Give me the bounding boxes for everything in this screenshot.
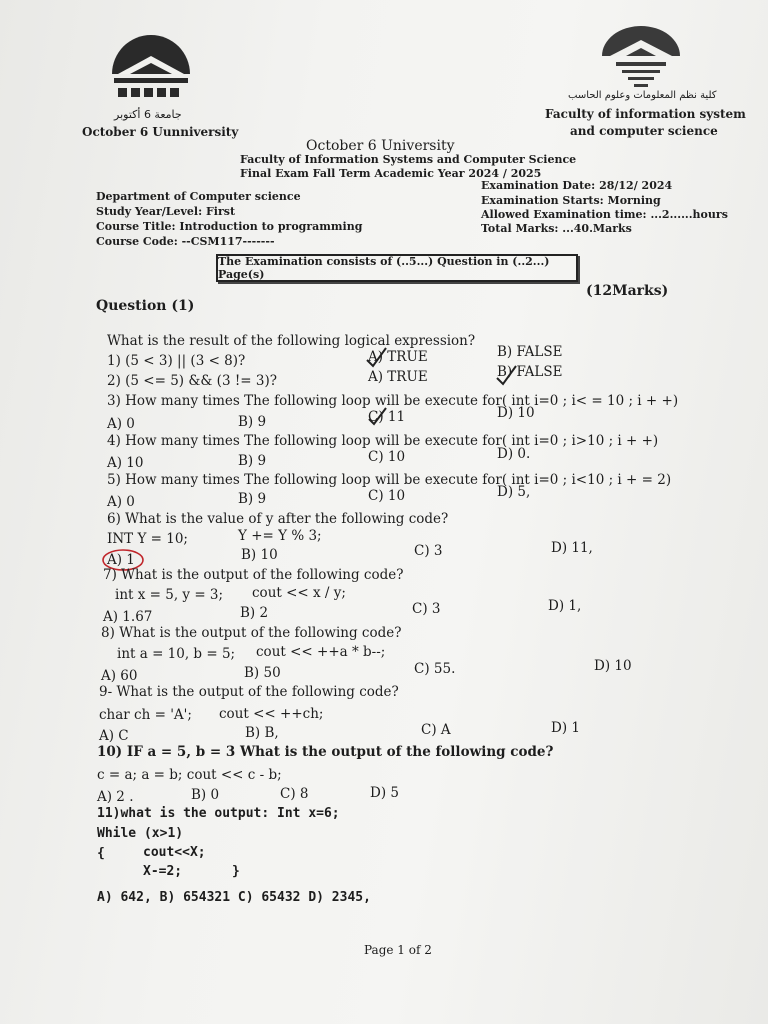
q11-code-line-3: X-=2; bbox=[143, 864, 183, 879]
q3-option-c: C) 11 bbox=[368, 409, 406, 425]
q11-options: A) 642, B) 654321 C) 65432 D) 2345, bbox=[97, 890, 371, 905]
q9-option-b: B) B, bbox=[245, 725, 279, 741]
q5-text: 5) How many times The following loop will be execute for( int i=0 ; i<10 ; i + = 2) bbox=[107, 472, 672, 488]
q5-option-a: A) 0 bbox=[107, 494, 135, 510]
question-title: Question (1) bbox=[96, 298, 195, 314]
q2-text: 2) (5 <= 5) && (3 != 3)? bbox=[107, 373, 277, 389]
q3-option-b: B) 9 bbox=[238, 414, 267, 430]
q11-code-line-1: While (x>1) bbox=[97, 826, 184, 841]
q11-code-brace-open: { bbox=[97, 846, 105, 861]
q5-option-d: D) 5, bbox=[497, 484, 531, 500]
q6-option-b: B) 10 bbox=[241, 547, 278, 563]
q3-option-a: A) 0 bbox=[107, 416, 135, 432]
q6-option-c: C) 3 bbox=[414, 543, 443, 559]
faculty-heading: Faculty of Information Systems and Computer Science bbox=[240, 153, 577, 166]
university-name: October 6 Uunniversity bbox=[82, 125, 239, 139]
q7-option-d: D) 1, bbox=[548, 598, 582, 614]
university-logo-icon bbox=[108, 28, 194, 104]
q10-code: c = a; a = b; cout << c - b; bbox=[97, 767, 282, 783]
q6-option-a: A) 1 bbox=[107, 552, 135, 568]
q8-option-d: D) 10 bbox=[594, 658, 632, 674]
q2-option-a: A) TRUE bbox=[368, 369, 428, 385]
study-level: Study Year/Level: First bbox=[96, 205, 236, 218]
faculty-name-line2: and computer science bbox=[570, 124, 718, 138]
q6-code-1: INT Y = 10; bbox=[107, 531, 188, 547]
course-code: Course Code: --CSM117------- bbox=[96, 235, 275, 248]
q5-option-c: C) 10 bbox=[368, 488, 406, 504]
q4-option-d: D) 0. bbox=[497, 446, 531, 462]
q8-code-1: int a = 10, b = 5; bbox=[117, 646, 236, 662]
exam-date: Examination Date: 28/12/ 2024 bbox=[481, 179, 673, 192]
q7-option-b: B) 2 bbox=[240, 605, 269, 621]
q7-text: 7) What is the output of the following code? bbox=[103, 567, 404, 583]
q6-option-d: D) 11, bbox=[551, 540, 593, 556]
q10-option-b: B) 0 bbox=[191, 787, 220, 803]
q10-text: 10) IF a = 5, b = 3 What is the output of the following code? bbox=[97, 744, 554, 760]
q8-option-a: A) 60 bbox=[101, 668, 138, 684]
q8-option-c: C) 55. bbox=[414, 661, 456, 677]
q8-code-2: cout << ++a * b--; bbox=[256, 644, 386, 660]
q10-option-d: D) 5 bbox=[370, 785, 399, 801]
exam-time: Allowed Examination time: ...2......hours bbox=[481, 208, 728, 221]
check-mark-icon bbox=[494, 364, 518, 386]
q4-option-a: A) 10 bbox=[107, 455, 144, 471]
q9-option-c: C) A bbox=[421, 722, 451, 738]
q10-option-c: C) 8 bbox=[280, 786, 309, 802]
q9-option-d: D) 1 bbox=[551, 720, 580, 736]
page-number: Page 1 of 2 bbox=[364, 943, 432, 957]
exam-heading: Final Exam Fall Term Academic Year 2024 / 2025 bbox=[240, 167, 542, 180]
q6-code-2: Y += Y % 3; bbox=[238, 528, 322, 544]
faculty-arabic-name: كلية نظم المعلومات وعلوم الحاسب bbox=[568, 90, 717, 101]
exam-starts: Examination Starts: Morning bbox=[481, 194, 661, 207]
q7-code-2: cout << x / y; bbox=[252, 585, 346, 601]
q9-code-1: char ch = 'A'; bbox=[99, 707, 192, 723]
q8-option-b: B) 50 bbox=[244, 665, 281, 681]
faculty-logo-icon bbox=[596, 22, 686, 92]
q1-option-b: B) FALSE bbox=[497, 344, 563, 360]
question-intro: What is the result of the following logical expression? bbox=[107, 333, 476, 349]
q3-text: 3) How many times The following loop will be execute for( int i=0 ; i< = 10 ; i + +) bbox=[107, 393, 679, 409]
q7-code-1: int x = 5, y = 3; bbox=[115, 587, 224, 603]
q11-code-brace-close: } bbox=[232, 864, 240, 879]
q7-option-c: C) 3 bbox=[412, 601, 441, 617]
q4-option-b: B) 9 bbox=[238, 453, 267, 469]
department: Department of Computer science bbox=[96, 190, 301, 203]
q4-option-c: C) 10 bbox=[368, 449, 406, 465]
q2-option-b: B) FALSE bbox=[497, 364, 563, 380]
q9-text: 9- What is the output of the following code? bbox=[99, 684, 399, 700]
university-arabic-name: جامعة 6 أكتوبر bbox=[114, 108, 182, 121]
course-title: Course Title: Introduction to programming bbox=[96, 220, 363, 233]
q10-option-a: A) 2 . bbox=[97, 789, 134, 805]
check-mark-icon bbox=[366, 406, 388, 426]
center-title: October 6 University bbox=[306, 138, 455, 154]
q9-option-a: A) C bbox=[99, 728, 129, 744]
q5-option-b: B) 9 bbox=[238, 491, 267, 507]
faculty-name-line1: Faculty of information system bbox=[545, 107, 746, 121]
q7-option-a: A) 1.67 bbox=[103, 609, 153, 625]
q4-text: 4) How many times The following loop will be execute for( int i=0 ; i>10 ; i + +) bbox=[107, 433, 659, 449]
exam-consists-box: The Examination consists of (..5...) Question in (..2...) Page(s) bbox=[216, 254, 578, 282]
total-marks: Total Marks: ...40.Marks bbox=[481, 222, 632, 235]
q6-text: 6) What is the value of y after the following code? bbox=[107, 511, 449, 527]
question-marks: (12Marks) bbox=[586, 283, 669, 299]
q8-text: 8) What is the output of the following code? bbox=[101, 625, 402, 641]
check-mark-icon bbox=[364, 346, 388, 368]
q1-text: 1) (5 < 3) || (3 < 8)? bbox=[107, 353, 246, 369]
q9-code-2: cout << ++ch; bbox=[219, 706, 324, 722]
q11-code-line-2: cout<<X; bbox=[143, 845, 206, 860]
q1-option-a: A) TRUE bbox=[368, 349, 428, 365]
q11-text: 11)what is the output: Int x=6; bbox=[97, 806, 340, 821]
q3-option-d: D) 10 bbox=[497, 405, 535, 421]
